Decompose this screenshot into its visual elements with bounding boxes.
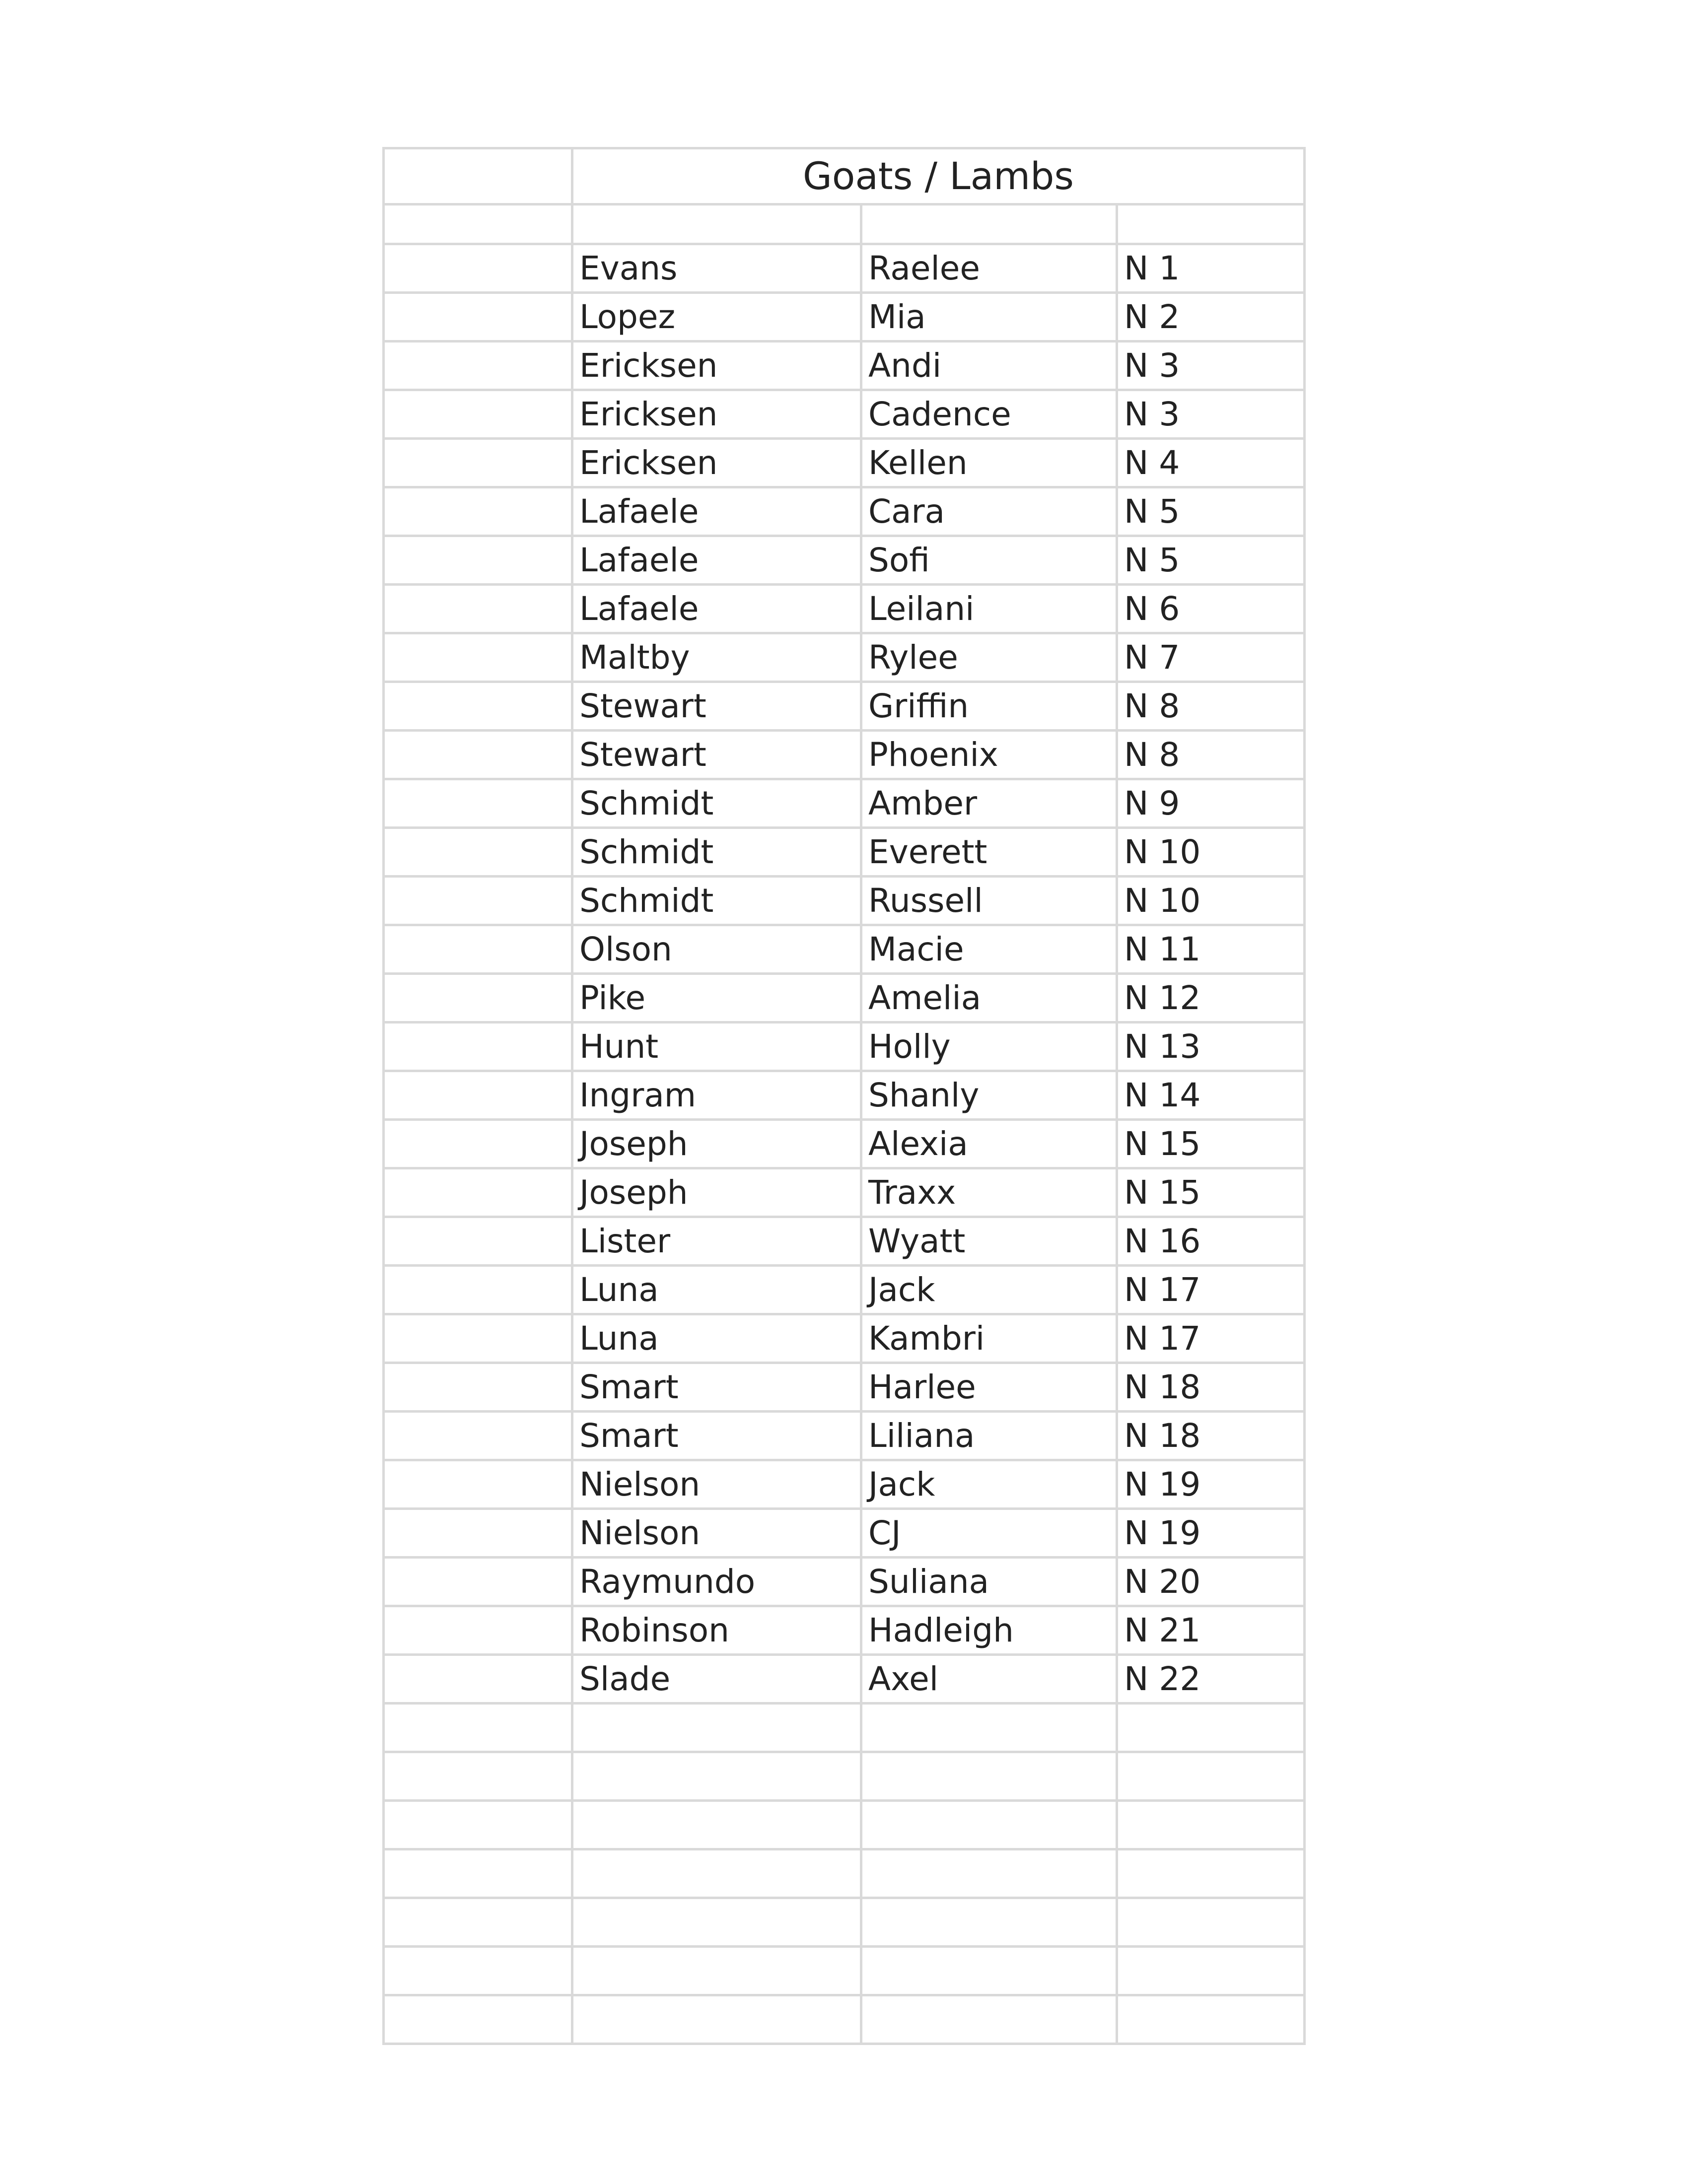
blank-cell bbox=[384, 585, 572, 633]
first-name-cell: Leilani bbox=[861, 585, 1117, 633]
first-name-cell: Sofi bbox=[861, 536, 1117, 585]
last-name-cell: Joseph bbox=[572, 1120, 861, 1168]
blank-cell bbox=[861, 205, 1117, 244]
pen-number-cell: N 17 bbox=[1117, 1266, 1305, 1314]
first-name-cell: Everett bbox=[861, 828, 1117, 877]
last-name-cell: Evans bbox=[572, 244, 861, 293]
pen-number-cell: N 4 bbox=[1117, 439, 1305, 487]
blank-row bbox=[384, 1704, 1305, 1752]
blank-cell bbox=[384, 244, 572, 293]
last-name-cell: Raymundo bbox=[572, 1558, 861, 1606]
last-name-cell: Robinson bbox=[572, 1606, 861, 1655]
first-name-cell: Cara bbox=[861, 487, 1117, 536]
blank-row bbox=[384, 1752, 1305, 1801]
first-name-cell: Russell bbox=[861, 877, 1117, 925]
blank-cell bbox=[384, 1995, 572, 2044]
table-row bbox=[384, 390, 1305, 439]
table-row bbox=[384, 1558, 1305, 1606]
blank-cell bbox=[384, 682, 572, 731]
blank-cell bbox=[572, 1898, 861, 1947]
pen-number-cell: N 20 bbox=[1117, 1558, 1305, 1606]
table-row bbox=[384, 779, 1305, 828]
blank-cell bbox=[861, 1898, 1117, 1947]
blank-row bbox=[384, 1947, 1305, 1995]
pen-number-cell: N 3 bbox=[1117, 390, 1305, 439]
sheet-title: Goats / Lambs bbox=[572, 148, 1305, 205]
last-name-cell: Ericksen bbox=[572, 439, 861, 487]
pen-number-cell: N 1 bbox=[1117, 244, 1305, 293]
first-name-cell: Mia bbox=[861, 293, 1117, 341]
last-name-cell: Lafaele bbox=[572, 585, 861, 633]
table-row bbox=[384, 439, 1305, 487]
blank-cell bbox=[384, 1898, 572, 1947]
blank-row bbox=[384, 1849, 1305, 1898]
blank-cell bbox=[384, 1217, 572, 1266]
table-row bbox=[384, 1655, 1305, 1704]
pen-number-cell: N 10 bbox=[1117, 877, 1305, 925]
first-name-cell: Kambri bbox=[861, 1314, 1117, 1363]
blank-cell bbox=[384, 1266, 572, 1314]
last-name-cell: Nielson bbox=[572, 1460, 861, 1509]
blank-cell bbox=[384, 925, 572, 974]
blank-cell bbox=[384, 1071, 572, 1120]
blank-cell bbox=[384, 731, 572, 779]
blank-cell bbox=[384, 974, 572, 1023]
blank-cell bbox=[384, 439, 572, 487]
table-row bbox=[384, 1266, 1305, 1314]
blank-cell bbox=[384, 341, 572, 390]
table-row bbox=[384, 585, 1305, 633]
first-name-cell: Raelee bbox=[861, 244, 1117, 293]
pen-number-cell: N 3 bbox=[1117, 341, 1305, 390]
pen-number-cell: N 17 bbox=[1117, 1314, 1305, 1363]
blank-cell bbox=[384, 1655, 572, 1704]
blank-cell bbox=[1117, 1752, 1305, 1801]
blank-cell bbox=[384, 828, 572, 877]
blank-cell bbox=[572, 1947, 861, 1995]
pen-number-cell: N 9 bbox=[1117, 779, 1305, 828]
first-name-cell: Jack bbox=[861, 1460, 1117, 1509]
table-row bbox=[384, 536, 1305, 585]
blank-cell bbox=[1117, 1849, 1305, 1898]
blank-cell bbox=[572, 1801, 861, 1849]
blank-cell bbox=[384, 1120, 572, 1168]
blank-cell bbox=[384, 877, 572, 925]
blank-cell bbox=[384, 1849, 572, 1898]
table-row bbox=[384, 244, 1305, 293]
blank-cell bbox=[572, 1995, 861, 2044]
last-name-cell: Ericksen bbox=[572, 390, 861, 439]
pen-number-cell: N 21 bbox=[1117, 1606, 1305, 1655]
blank-cell bbox=[384, 205, 572, 244]
blank-cell bbox=[384, 1460, 572, 1509]
pen-number-cell: N 2 bbox=[1117, 293, 1305, 341]
blank-cell bbox=[384, 1947, 572, 1995]
last-name-cell: Olson bbox=[572, 925, 861, 974]
blank-cell bbox=[572, 205, 861, 244]
table-row bbox=[384, 1023, 1305, 1071]
blank-cell bbox=[861, 1704, 1117, 1752]
first-name-cell: Holly bbox=[861, 1023, 1117, 1071]
last-name-cell: Ericksen bbox=[572, 341, 861, 390]
first-name-cell: Andi bbox=[861, 341, 1117, 390]
last-name-cell: Pike bbox=[572, 974, 861, 1023]
first-name-cell: Amelia bbox=[861, 974, 1117, 1023]
pen-number-cell: N 5 bbox=[1117, 487, 1305, 536]
blank-cell bbox=[384, 536, 572, 585]
last-name-cell: Ingram bbox=[572, 1071, 861, 1120]
last-name-cell: Joseph bbox=[572, 1168, 861, 1217]
first-name-cell: Hadleigh bbox=[861, 1606, 1117, 1655]
table-row bbox=[384, 1314, 1305, 1363]
blank-cell bbox=[384, 1363, 572, 1412]
first-name-cell: CJ bbox=[861, 1509, 1117, 1558]
last-name-cell: Luna bbox=[572, 1314, 861, 1363]
blank-cell bbox=[384, 1558, 572, 1606]
blank-cell bbox=[861, 1801, 1117, 1849]
blank-row bbox=[384, 1898, 1305, 1947]
blank-cell bbox=[384, 779, 572, 828]
blank-cell bbox=[572, 1752, 861, 1801]
blank-cell bbox=[1117, 1898, 1305, 1947]
table-row bbox=[384, 682, 1305, 731]
blank-cell bbox=[384, 1412, 572, 1460]
last-name-cell: Schmidt bbox=[572, 779, 861, 828]
blank-cell bbox=[861, 1849, 1117, 1898]
table-row bbox=[384, 1168, 1305, 1217]
table-row bbox=[384, 1071, 1305, 1120]
blank-cell bbox=[572, 1849, 861, 1898]
table-row bbox=[384, 487, 1305, 536]
last-name-cell: Lopez bbox=[572, 293, 861, 341]
pen-number-cell: N 6 bbox=[1117, 585, 1305, 633]
table-row bbox=[384, 1606, 1305, 1655]
pen-number-cell: N 19 bbox=[1117, 1460, 1305, 1509]
pen-number-cell: N 12 bbox=[1117, 974, 1305, 1023]
blank-row bbox=[384, 1801, 1305, 1849]
table-row bbox=[384, 293, 1305, 341]
table-row bbox=[384, 633, 1305, 682]
table-row bbox=[384, 1460, 1305, 1509]
blank-row bbox=[384, 1995, 1305, 2044]
blank-cell bbox=[384, 148, 572, 205]
table-row bbox=[384, 877, 1305, 925]
blank-cell bbox=[384, 633, 572, 682]
pen-number-cell: N 10 bbox=[1117, 828, 1305, 877]
last-name-cell: Smart bbox=[572, 1412, 861, 1460]
blank-cell bbox=[384, 1801, 572, 1849]
blank-row bbox=[384, 205, 1305, 244]
first-name-cell: Macie bbox=[861, 925, 1117, 974]
first-name-cell: Griffin bbox=[861, 682, 1117, 731]
first-name-cell: Traxx bbox=[861, 1168, 1117, 1217]
table-row bbox=[384, 1509, 1305, 1558]
blank-cell bbox=[861, 1752, 1117, 1801]
table-row bbox=[384, 828, 1305, 877]
first-name-cell: Amber bbox=[861, 779, 1117, 828]
pen-number-cell: N 22 bbox=[1117, 1655, 1305, 1704]
first-name-cell: Axel bbox=[861, 1655, 1117, 1704]
blank-cell bbox=[384, 1314, 572, 1363]
blank-cell bbox=[384, 1509, 572, 1558]
pen-number-cell: N 7 bbox=[1117, 633, 1305, 682]
table-row bbox=[384, 341, 1305, 390]
blank-cell bbox=[1117, 1995, 1305, 2044]
blank-cell bbox=[384, 1606, 572, 1655]
table-row bbox=[384, 731, 1305, 779]
last-name-cell: Schmidt bbox=[572, 828, 861, 877]
blank-cell bbox=[861, 1947, 1117, 1995]
first-name-cell: Kellen bbox=[861, 439, 1117, 487]
blank-cell bbox=[1117, 205, 1305, 244]
roster-table bbox=[382, 147, 1306, 2045]
table-row bbox=[384, 1363, 1305, 1412]
pen-number-cell: N 15 bbox=[1117, 1168, 1305, 1217]
first-name-cell: Jack bbox=[861, 1266, 1117, 1314]
pen-number-cell: N 14 bbox=[1117, 1071, 1305, 1120]
blank-cell bbox=[861, 1995, 1117, 2044]
pen-number-cell: N 15 bbox=[1117, 1120, 1305, 1168]
title-row bbox=[384, 148, 1305, 205]
blank-cell bbox=[384, 293, 572, 341]
blank-cell bbox=[384, 1704, 572, 1752]
last-name-cell: Stewart bbox=[572, 682, 861, 731]
table-row bbox=[384, 925, 1305, 974]
first-name-cell: Wyatt bbox=[861, 1217, 1117, 1266]
last-name-cell: Slade bbox=[572, 1655, 861, 1704]
blank-cell bbox=[384, 1752, 572, 1801]
first-name-cell: Shanly bbox=[861, 1071, 1117, 1120]
last-name-cell: Luna bbox=[572, 1266, 861, 1314]
first-name-cell: Cadence bbox=[861, 390, 1117, 439]
pen-number-cell: N 13 bbox=[1117, 1023, 1305, 1071]
table-row bbox=[384, 1120, 1305, 1168]
pen-number-cell: N 8 bbox=[1117, 682, 1305, 731]
last-name-cell: Lafaele bbox=[572, 536, 861, 585]
last-name-cell: Lister bbox=[572, 1217, 861, 1266]
pen-number-cell: N 16 bbox=[1117, 1217, 1305, 1266]
pen-number-cell: N 19 bbox=[1117, 1509, 1305, 1558]
last-name-cell: Maltby bbox=[572, 633, 861, 682]
first-name-cell: Suliana bbox=[861, 1558, 1117, 1606]
table-row bbox=[384, 974, 1305, 1023]
table-row bbox=[384, 1217, 1305, 1266]
pen-number-cell: N 18 bbox=[1117, 1363, 1305, 1412]
blank-cell bbox=[1117, 1801, 1305, 1849]
blank-cell bbox=[572, 1704, 861, 1752]
first-name-cell: Liliana bbox=[861, 1412, 1117, 1460]
pen-number-cell: N 11 bbox=[1117, 925, 1305, 974]
blank-cell bbox=[384, 390, 572, 439]
blank-cell bbox=[384, 487, 572, 536]
last-name-cell: Nielson bbox=[572, 1509, 861, 1558]
last-name-cell: Schmidt bbox=[572, 877, 861, 925]
table-row bbox=[384, 1412, 1305, 1460]
blank-cell bbox=[1117, 1704, 1305, 1752]
blank-cell bbox=[1117, 1947, 1305, 1995]
last-name-cell: Stewart bbox=[572, 731, 861, 779]
first-name-cell: Harlee bbox=[861, 1363, 1117, 1412]
pen-number-cell: N 8 bbox=[1117, 731, 1305, 779]
first-name-cell: Rylee bbox=[861, 633, 1117, 682]
blank-cell bbox=[384, 1168, 572, 1217]
first-name-cell: Phoenix bbox=[861, 731, 1117, 779]
first-name-cell: Alexia bbox=[861, 1120, 1117, 1168]
blank-cell bbox=[384, 1023, 572, 1071]
last-name-cell: Lafaele bbox=[572, 487, 861, 536]
pen-number-cell: N 18 bbox=[1117, 1412, 1305, 1460]
last-name-cell: Smart bbox=[572, 1363, 861, 1412]
pen-number-cell: N 5 bbox=[1117, 536, 1305, 585]
last-name-cell: Hunt bbox=[572, 1023, 861, 1071]
